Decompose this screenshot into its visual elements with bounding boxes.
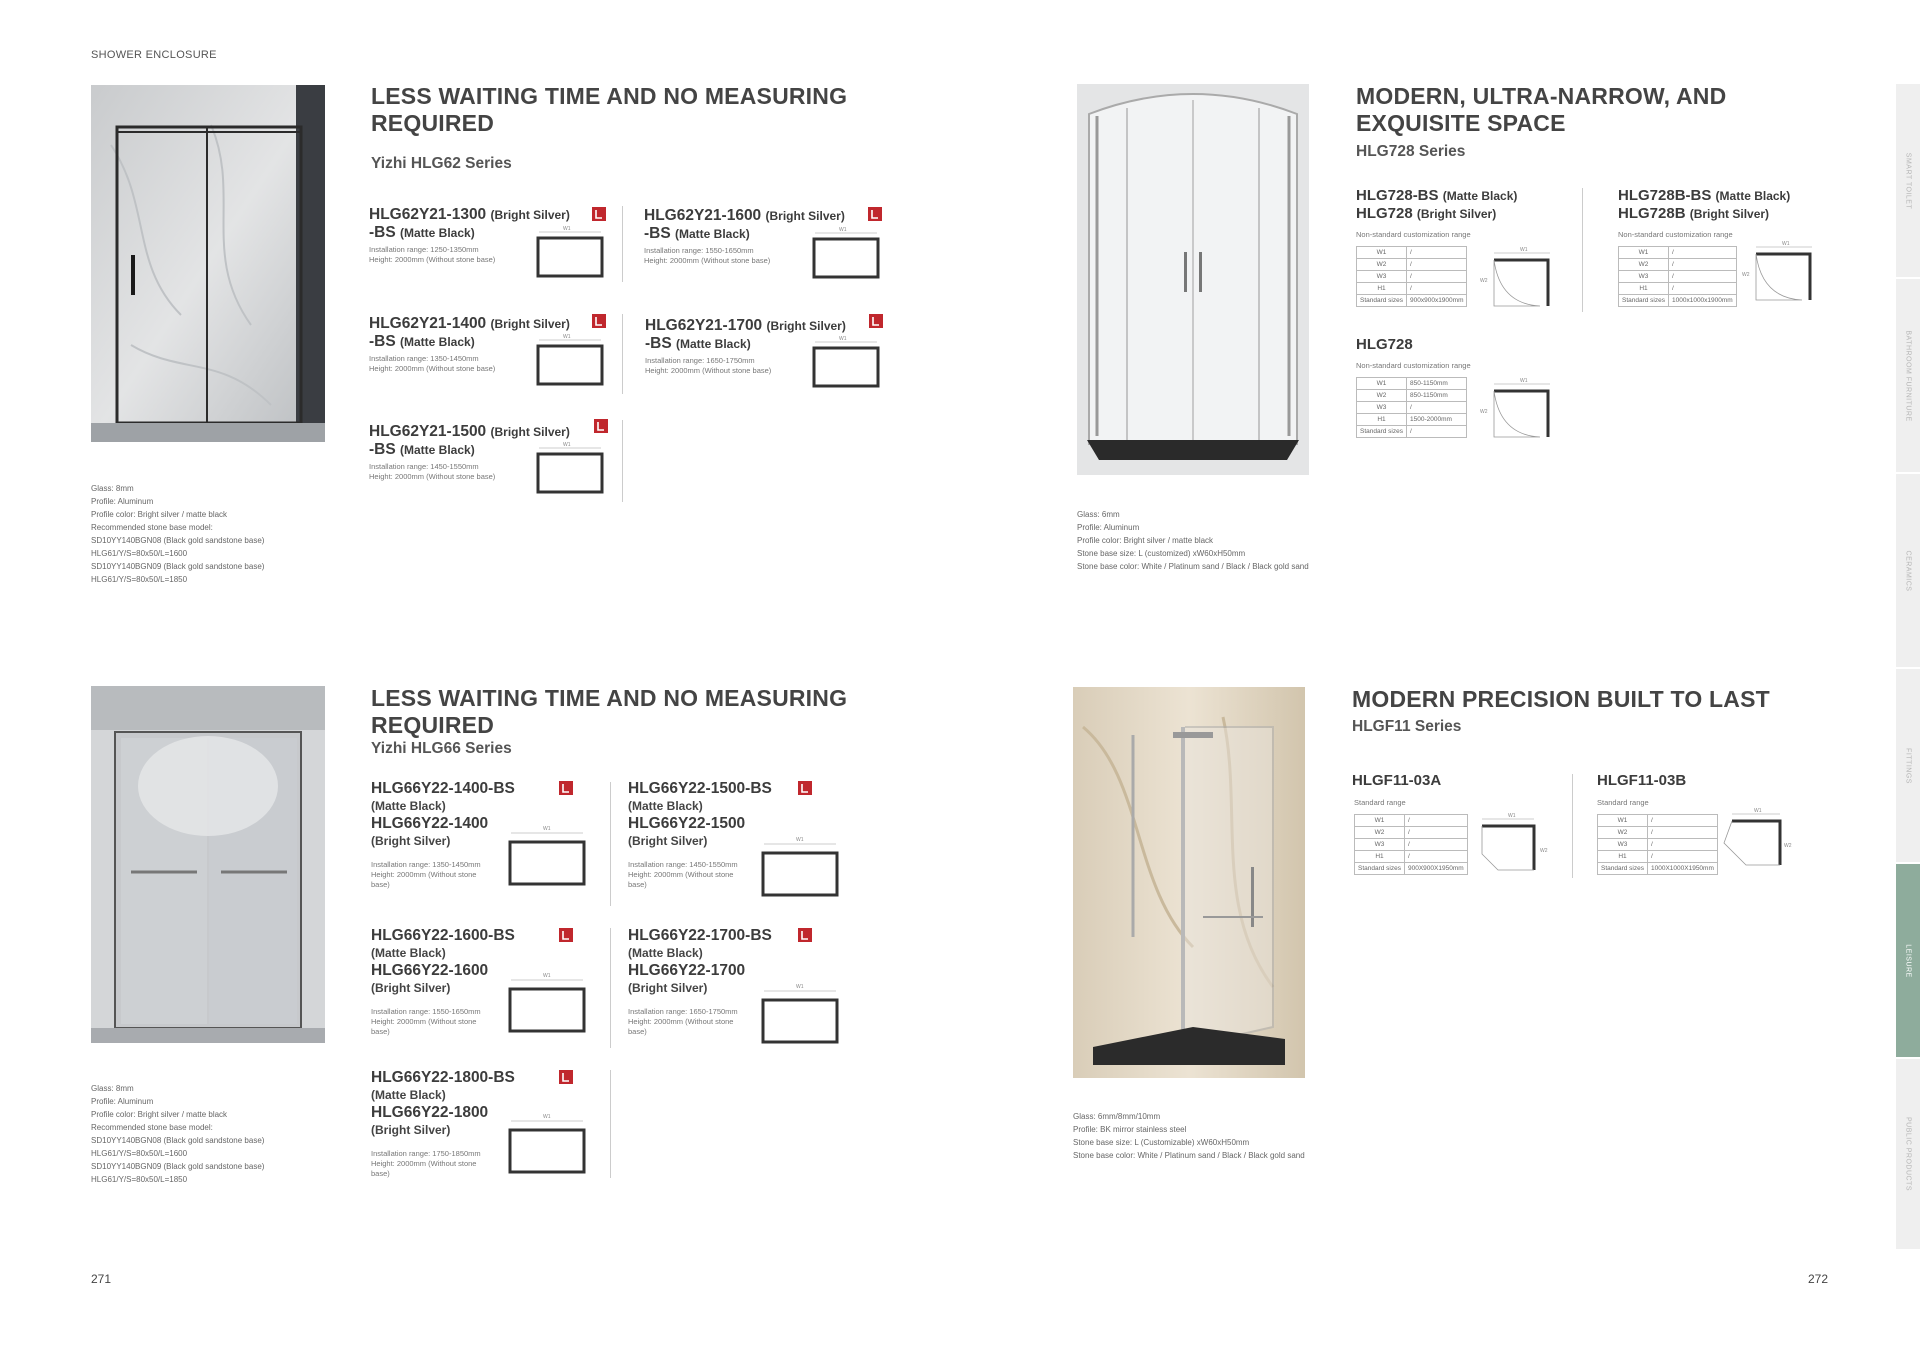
product-hlg62y21-1300: HLG62Y21-1300 (Bright Silver) -BS (Matte Black) Installation range: 1250-1350mm Height: 2000mm (Without stone base) (369, 206, 570, 264)
tab-leisure[interactable]: LEISURE (1896, 864, 1920, 1058)
product-hlg62y21-1500: HLG62Y21-1500 (Bright Silver) -BS (Matte Black) Installation range: 1450-1550mm Height: 2000mm (Without stone base) (369, 423, 570, 481)
certification-logo-icon (558, 927, 578, 947)
tab-ceramics[interactable]: CERAMICS (1896, 474, 1920, 668)
certification-logo-icon (593, 418, 613, 438)
model-hlgf11-03a: HLGF11-03A (1352, 772, 1442, 789)
spec-list-hlg66: Glass: 8mm Profile: Aluminum Profile color: Bright silver / matte black Recommended stone base model: SD10YY140BGN08 (Black gold sandstone base) HLG61/Y/S=80x50/L=1600 SD10YY140BGN09 (Black gold sandstone base) HLG61/Y/S=80x50/L=1850 (91, 1084, 265, 1184)
frame-diagram (811, 334, 881, 390)
corner-diagram (1480, 244, 1552, 312)
divider (622, 206, 623, 282)
table-caption: Non-standard customization range (1356, 230, 1471, 239)
block2-series: Yizhi HLG66 Series (371, 740, 512, 757)
table-caption: Non-standard customization range (1356, 361, 1471, 370)
frame-diagram (535, 440, 605, 496)
svg-text:W2: W2 (1742, 272, 1750, 278)
page-number-right: 272 (1808, 1272, 1829, 1286)
divider (610, 782, 611, 906)
spec-list-hlg62: Glass: 8mm Profile: Aluminum Profile color: Bright silver / matte black Recommended stone base model: SD10YY140BGN08 (Black gold sandstone base) HLG61/Y/S=80x50/L=1600 SD10YY140BGN09 (Black gold sandstone base) HLG61/Y/S=80x50/L=1850 (91, 484, 265, 584)
product-hlg62y21-1400: HLG62Y21-1400 (Bright Silver) -BS (Matte Black) Installation range: 1350-1450mm Height: 2000mm (Without stone base) (369, 315, 570, 373)
frame-diagram (507, 971, 587, 1035)
svg-text:W1: W1 (839, 227, 847, 233)
frame-diagram (535, 332, 605, 388)
category-sidebar (1896, 84, 1920, 1250)
pentagon-diagram (1478, 810, 1550, 878)
certification-logo-icon (797, 780, 817, 800)
section-label: SHOWER ENCLOSURE (91, 49, 217, 61)
divider (610, 928, 611, 1048)
table-caption: Standard range (1597, 798, 1649, 807)
svg-text:W1: W1 (543, 826, 551, 832)
model-hlg728-bs: HLG728-BS (Matte Black) (1356, 187, 1518, 204)
spec-list-hlg728: Glass: 6mm Profile: Aluminum Profile color: Bright silver / matte black Stone base size: L (customized) xW60xH50mm Stone base color: White / Platinum sand / Black / Black gold sand (1077, 510, 1309, 571)
svg-text:W1: W1 (1754, 808, 1762, 814)
tab-bathroom-furniture[interactable]: BATHROOM FURNITURE (1896, 279, 1920, 473)
certification-logo-icon (558, 780, 578, 800)
svg-text:W1: W1 (543, 1114, 551, 1120)
divider (622, 420, 623, 502)
model-hlgf11-03b: HLGF11-03B (1597, 772, 1687, 789)
product-hlg62y21-1700: HLG62Y21-1700 (Bright Silver) -BS (Matte Black) Installation range: 1650-1750mm Height: 2000mm (Without stone base) (645, 317, 846, 375)
page-number-left: 271 (91, 1272, 112, 1286)
table-caption: Non-standard customization range (1618, 230, 1733, 239)
product-hlg66y22-1700: HLG66Y22-1700-BS (Matte Black) HLG66Y22-1700 (Bright Silver) Installation range: 1650-1750mm Height: 2000mm (Without stone base) (628, 927, 772, 1036)
model-hlg728b-bs: HLG728B-BS (Matte Black) (1618, 187, 1791, 204)
frame-diagram (507, 824, 587, 888)
block1-title: LESS WAITING TIME AND NO MEASURING REQUIRED (371, 83, 848, 136)
block3-series: HLG728 Series (1356, 143, 1466, 160)
pentagon-diagram (1722, 805, 1794, 873)
frame-diagram (760, 982, 840, 1046)
frame-diagram (760, 835, 840, 899)
tab-public-products[interactable]: PUBLIC PRODUCTS (1896, 1059, 1920, 1250)
tab-smart-toilet[interactable]: SMART TOILET (1896, 84, 1920, 278)
svg-text:W2: W2 (1784, 843, 1792, 849)
svg-text:W2: W2 (1540, 848, 1548, 854)
product-hlg62y21-1600: HLG62Y21-1600 (Bright Silver) -BS (Matte Black) Installation range: 1550-1650mm Height: 2000mm (Without stone base) (644, 207, 845, 265)
size-table-hlg728b: W1 / W2 / W3 / H1 / Standard sizes 1000x1000x1900mm (1618, 246, 1737, 307)
model-hlg728b: HLG728B (Bright Silver) (1618, 205, 1770, 222)
certification-logo-icon (591, 313, 611, 333)
corner-diagram (1480, 375, 1552, 443)
block4-title: MODERN PRECISION BUILT TO LAST (1352, 686, 1770, 712)
product-hlg66y22-1600: HLG66Y22-1600-BS (Matte Black) HLG66Y22-1600 (Bright Silver) Installation range: 1550-1650mm Height: 2000mm (Without stone base) (371, 927, 515, 1036)
svg-text:W1: W1 (563, 226, 571, 232)
svg-text:W1: W1 (1782, 241, 1790, 247)
svg-text:W2: W2 (1480, 278, 1488, 284)
svg-text:W1: W1 (1508, 813, 1516, 819)
product-hlg66y22-1500: HLG66Y22-1500-BS (Matte Black) HLG66Y22-1500 (Bright Silver) Installation range: 1450-1550mm Height: 2000mm (Without stone base) (628, 780, 772, 889)
size-table-hlg728: W1 / W2 / W3 / H1 / Standard sizes 900x900x1900mm (1356, 246, 1467, 307)
divider (622, 314, 623, 394)
certification-logo-icon (591, 206, 611, 226)
certification-logo-icon (558, 1069, 578, 1089)
certification-logo-icon (868, 313, 888, 333)
frame-diagram (811, 225, 881, 281)
svg-text:W1: W1 (543, 973, 551, 979)
svg-text:W1: W1 (1520, 378, 1528, 384)
svg-text:W1: W1 (563, 442, 571, 448)
divider (1572, 774, 1573, 878)
svg-text:W1: W1 (563, 334, 571, 340)
model-hlg728: HLG728 (Bright Silver) (1356, 205, 1497, 222)
svg-text:W1: W1 (839, 336, 847, 342)
svg-text:W2: W2 (1480, 409, 1488, 415)
tab-fittings[interactable]: FITTINGS (1896, 669, 1920, 863)
svg-text:W1: W1 (796, 837, 804, 843)
certification-logo-icon (867, 206, 887, 226)
block1-series: Yizhi HLG62 Series (371, 155, 512, 172)
frame-diagram (507, 1112, 587, 1176)
product-hlg66y22-1400: HLG66Y22-1400-BS (Matte Black) HLG66Y22-1400 (Bright Silver) Installation range: 1350-1450mm Height: 2000mm (Without stone base) (371, 780, 515, 889)
product-photo-hlg66 (91, 686, 325, 1043)
divider (610, 1070, 611, 1178)
spec-list-hlgf11: Glass: 6mm/8mm/10mm Profile: BK mirror stainless steel Stone base size: L (Customizable) xW60xH50mm Stone base color: White / Platinum sand / Black / Black gold sand (1073, 1112, 1305, 1160)
size-table-hlgf11-03a: W1 / W2 / W3 / H1 / Standard sizes 900X900X1950mm (1354, 814, 1468, 875)
product-hlg66y22-1800: HLG66Y22-1800-BS (Matte Black) HLG66Y22-1800 (Bright Silver) Installation range: 1750-1850mm Height: 2000mm (Without stone base) (371, 1069, 515, 1178)
block3-title: MODERN, ULTRA-NARROW, AND EXQUISITE SPACE (1356, 83, 1727, 136)
corner-diagram (1742, 238, 1814, 306)
block4-series: HLGF11 Series (1352, 718, 1462, 735)
product-photo-hlgf11 (1073, 687, 1305, 1078)
size-table-hlg728-custom: W1 850-1150mm W2 850-1150mm W3 / H1 1500-2000mm Standard sizes / (1356, 377, 1467, 438)
frame-diagram (535, 224, 605, 280)
svg-text:W1: W1 (796, 984, 804, 990)
certification-logo-icon (797, 927, 817, 947)
size-table-hlgf11-03b: W1 / W2 / W3 / H1 / Standard sizes 1000X1000X1950mm (1597, 814, 1718, 875)
block2-title: LESS WAITING TIME AND NO MEASURING REQUIRED (371, 685, 848, 738)
product-photo-hlg62 (91, 85, 325, 442)
divider (1582, 188, 1583, 312)
table-caption: Standard range (1354, 798, 1406, 807)
svg-text:W1: W1 (1520, 247, 1528, 253)
model-hlg728-custom: HLG728 (1356, 336, 1413, 353)
product-photo-hlg728 (1077, 84, 1309, 475)
